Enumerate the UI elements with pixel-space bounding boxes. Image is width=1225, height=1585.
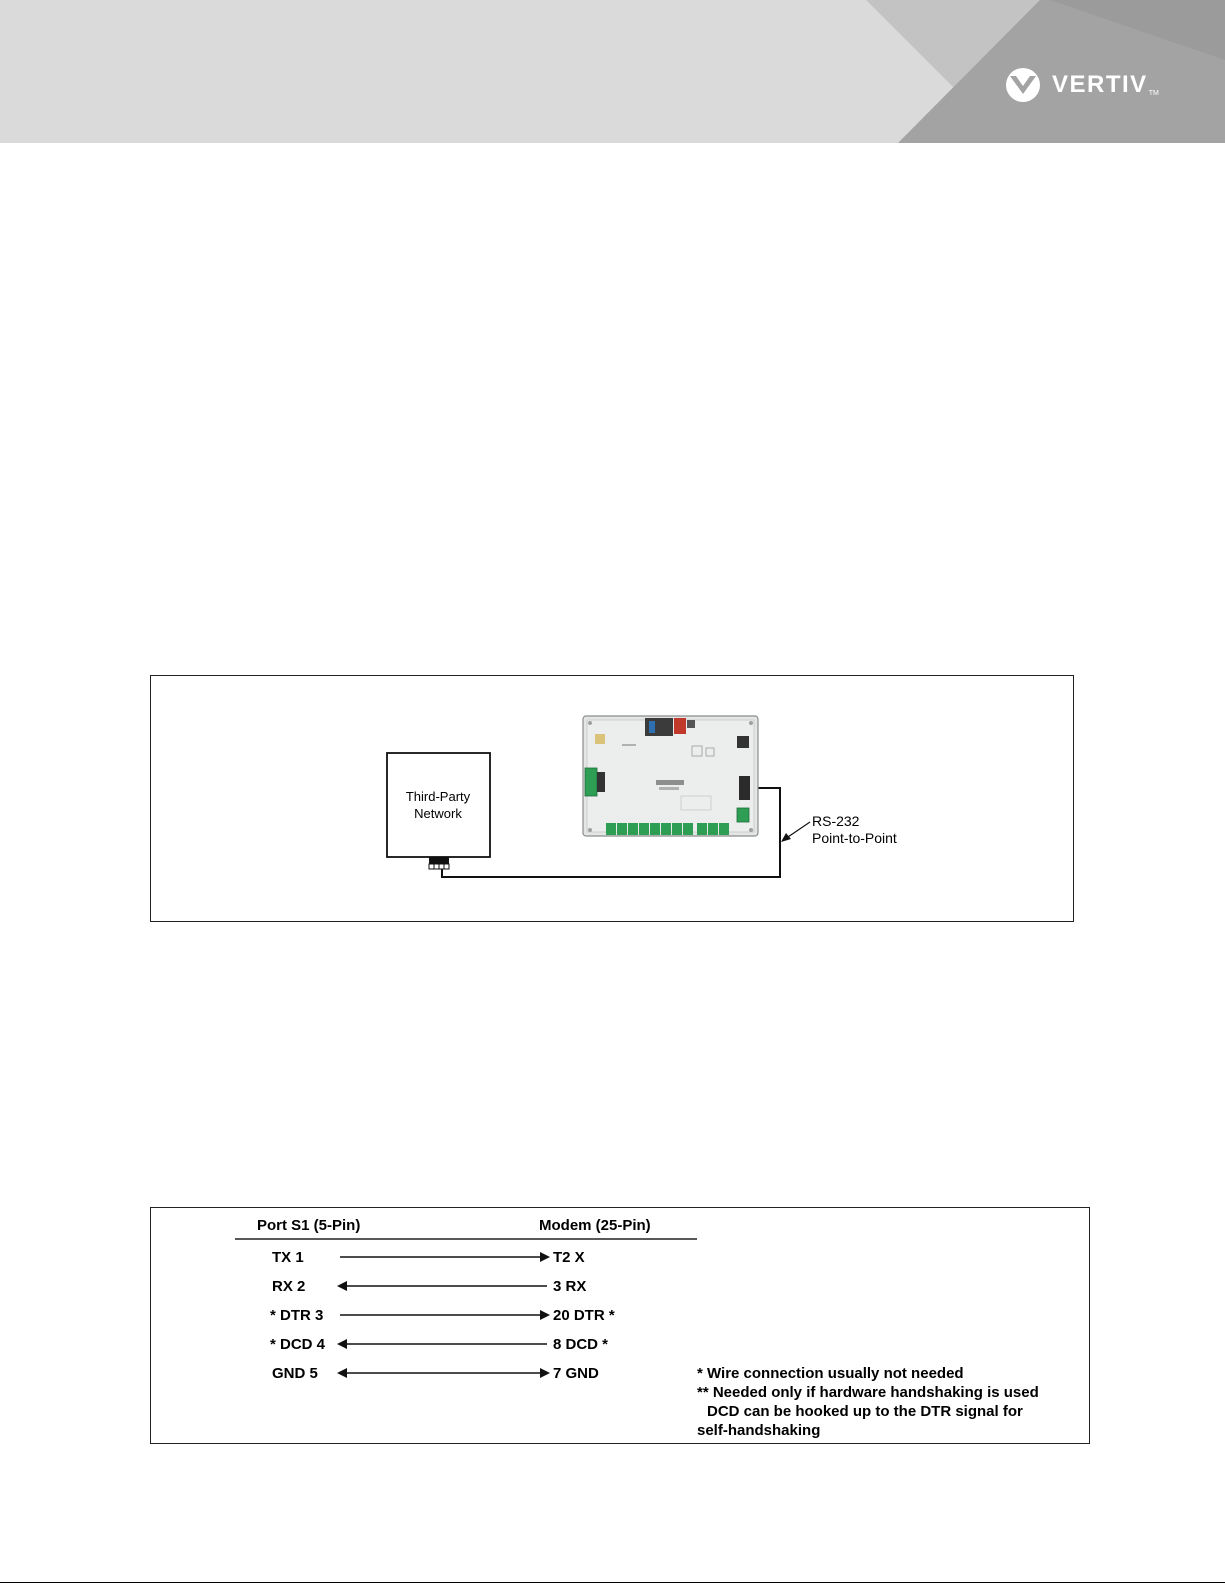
pin-right-label: 3 RX [553,1278,587,1295]
note-line-4: self-handshaking [697,1422,821,1439]
note-line-2: ** Needed only if hardware handshaking is used [697,1384,1039,1401]
brand-name: VERTIV [1052,71,1148,98]
pinout-rows [270,1249,615,1382]
terminal-strip [606,823,729,835]
pin-right-label: 8 DCD * [553,1336,609,1353]
rs232-connection-diagram [151,676,1072,920]
controller-board-photo [583,716,758,836]
pinout-row [270,1307,615,1324]
link-label-arrowhead [781,833,791,842]
vertiv-logo [1003,67,1159,103]
pin-left-label: * DTR 3 [270,1307,324,1324]
pinout-diagram [151,1208,1088,1442]
pin-left-label: RX 2 [272,1278,306,1295]
page-header [0,0,1225,143]
pin-left-label: * DCD 4 [270,1336,326,1353]
link-label-line1: RS-232 [812,813,860,829]
pin-right-label: T2 X [553,1249,585,1266]
pin-left-label: TX 1 [272,1249,304,1266]
arrowhead [337,1339,347,1349]
arrowhead [540,1252,550,1262]
pinout-row [272,1278,586,1295]
network-box-label-line1: Third-Party [405,789,471,804]
rs232-connection-figure [150,675,1074,922]
pinout-row [270,1336,608,1353]
pinout-row [272,1249,585,1266]
arrowhead [337,1281,347,1291]
pin-left-label: GND 5 [272,1365,318,1382]
pinout-figure [150,1207,1090,1444]
third-party-network-box [387,753,490,857]
arrowhead [540,1368,550,1378]
pin-right-label: 7 GND [553,1365,599,1382]
network-port-connector [429,857,449,869]
footer-rule [0,1582,1225,1583]
pinout-row [272,1365,599,1382]
pin-right-label: 20 DTR * [553,1307,615,1324]
arrowhead [540,1310,550,1320]
vertiv-chevron-icon [1003,67,1043,103]
network-box-label-line2: Network [414,806,462,821]
column-header-port-s1: Port S1 (5-Pin) [257,1217,361,1234]
link-label-line2: Point-to-Point [812,830,897,846]
note-line-3: DCD can be hooked up to the DTR signal for [707,1403,1023,1420]
column-header-modem: Modem (25-Pin) [539,1217,651,1234]
arrowhead [337,1368,347,1378]
note-line-1: * Wire connection usually not needed [697,1365,964,1382]
trademark-mark: TM [1148,90,1159,97]
